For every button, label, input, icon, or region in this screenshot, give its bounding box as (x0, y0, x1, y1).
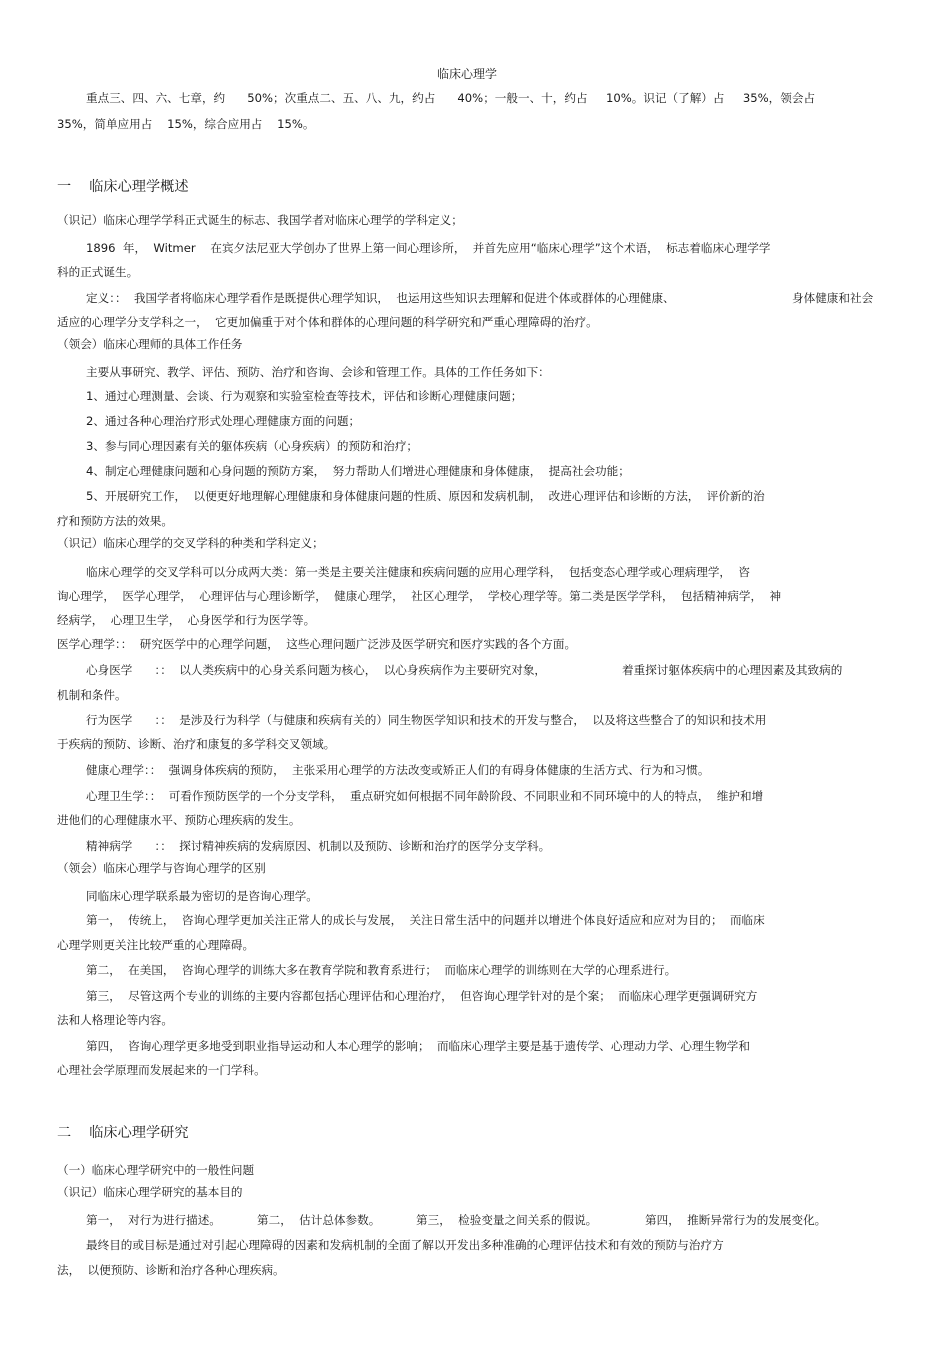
s1-line-30: 第一， 传统上， 咨询心理学更加关注正常人的成长与发展， 关注日常生活中的问题并以增进个体良好适应和应对为目的； 而临床 (86, 913, 765, 927)
s1-line-31: 心理学则更关注比较严重的心理障碍。 (57, 938, 255, 952)
s1-line-18: 医学心理学：： 研究医学中的心理学问题， 这些心理问题广泛涉及医学研究和医疗实践的各个方面。 (57, 637, 577, 651)
s2-line-1: （识记）临床心理学研究的基本目的 (57, 1185, 243, 1199)
s1-line-14: （识记）临床心理学的交叉学科的种类和学科定义； (57, 536, 324, 550)
s1-line-2: 科的正式诞生。 (57, 265, 139, 279)
s1-line-3: 定义：： 我国学者将临床心理学看作是既提供心理学知识， 也运用这些知识去理解和促进个体或群体的心理健康、 (86, 291, 675, 305)
document-title: 临床心理学 (437, 67, 498, 81)
s1-line-15: 临床心理学的交叉学科可以分成两大类：第一类是主要关注健康和疾病问题的应用心理学科， 包括变态心理学或心理病理学， 咨 (86, 565, 750, 579)
s2-line-6: 最终目的或目标是通过对引起心理障碍的因素和发病机制的全面了解以开发出多种准确的心理评估技术和有效的预防与治疗方 (86, 1238, 724, 1252)
s1-line-27: 精神病学 ：： 探讨精神疾病的发病原因、机制以及预防、诊断和治疗的医学分支学科。 (86, 839, 551, 853)
s1-line-7: 主要从事研究、教学、评估、预防、治疗和咨询、会诊和管理工作。具体的工作任务如下： (86, 365, 550, 379)
s1-line-26: 进他们的心理健康水平、预防心理疾病的发生。 (57, 813, 301, 827)
s2-line-5: 第四， 推断异常行为的发展变化。 (645, 1213, 827, 1227)
s1-line-5: 适应的心理学分支学科之一， 它更加偏重于对个体和群体的心理问题的科学研究和严重心理障碍的治疗。 (57, 315, 598, 329)
s1-line-28: （领会）临床心理学与咨询心理学的区别 (57, 861, 266, 875)
s2-line-0: （一）临床心理学研究中的一般性问题 (57, 1163, 255, 1177)
section-1-heading: 一 临床心理学概述 (57, 179, 189, 195)
s1-line-1: 1896 年， Witmer 在宾夕法尼亚大学创办了世界上第一间心理诊所， 并首先应用“临床心理学”这个术语， 标志着临床心理学学 (86, 241, 771, 255)
s1-line-12: 5、开展研究工作， 以便更好地理解心理健康和身体健康问题的性质、原因和发病机制， 改进心理评估和诊断的方法， 评价新的治 (86, 489, 765, 503)
s1-line-25: 心理卫生学：： 可看作预防医学的一个分支学科， 重点研究如何根据不同年龄阶段、不同职业和不同环境中的人的特点， 维护和增 (86, 789, 764, 803)
s1-line-16: 询心理学， 医学心理学， 心理评估与心理诊断学， 健康心理学， 社区心理学， 学校心理学等。第二类是医学学科， 包括精神病学， 神 (57, 589, 782, 603)
s2-line-3: 第二， 估计总体参数。 (257, 1213, 381, 1227)
s1-line-34: 法和人格理论等内容。 (57, 1013, 173, 1027)
s1-line-20: 着重探讨躯体疾病中的心理因素及其致病的 (622, 663, 843, 677)
s1-line-23: 于疾病的预防、诊断、治疗和康复的多学科交叉领域。 (57, 737, 336, 751)
section-2-heading: 二 临床心理学研究 (57, 1125, 189, 1141)
s1-line-29: 同临床心理学联系最为密切的是咨询心理学。 (86, 889, 318, 903)
s1-line-22: 行为医学 ：： 是涉及行为科学（与健康和疾病有关的）同生物医学知识和技术的开发与整合， 以及将这些整合了的知识和技术用 (86, 713, 767, 727)
s2-line-2: 第一， 对行为进行描述。 (86, 1213, 221, 1227)
s1-line-21: 机制和条件。 (57, 688, 127, 702)
s1-line-8: 1、通过心理测量、会谈、行为观察和实验室检查等技术，评估和诊断心理健康问题； (86, 389, 523, 403)
s1-line-13: 疗和预防方法的效果。 (57, 514, 173, 528)
s1-line-33: 第三， 尽管这两个专业的训练的主要内容都包括心理评估和心理治疗， 但咨询心理学针对的是个案； 而临床心理学更强调研究方 (86, 989, 758, 1003)
s1-line-35: 第四， 咨询心理学更多地受到职业指导运动和人本心理学的影响； 而临床心理学主要是基于遗传学、心理动力学、心理生物学和 (86, 1039, 750, 1053)
s1-line-11: 4、制定心理健康问题和心身问题的预防方案， 努力帮助人们增进心理健康和身体健康， 提高社会功能； (86, 464, 630, 478)
s1-line-9: 2、通过各种心理治疗形式处理心理健康方面的问题； (86, 414, 361, 428)
s1-line-32: 第二， 在美国， 咨询心理学的训练大多在教育学院和教育系进行； 而临床心理学的训练则在大学的心理系进行。 (86, 963, 677, 977)
s1-line-36: 心理社会学原理而发展起来的一门学科。 (57, 1063, 266, 1077)
s1-line-4: 身体健康和社会 (792, 291, 874, 305)
intro-line-2: 35%，简单应用占 15%，综合应用占 15%。 (57, 117, 315, 131)
s1-line-17: 经病学， 心理卫生学， 心身医学和行为医学等。 (57, 613, 316, 627)
s1-line-0: （识记）临床心理学学科正式诞生的标志、我国学者对临床心理学的学科定义； (57, 213, 463, 227)
intro-line-1: 重点三、四、六、七章，约 50%；次重点二、五、八、九，约占 40%；一般一、十，约占 10%。识记（了解）占 35%，领会占 (86, 91, 816, 105)
s1-line-24: 健康心理学：： 强调身体疾病的预防， 主张采用心理学的方法改变或矫正人们的有碍身体健康的生活方式、行为和习惯。 (86, 763, 710, 777)
s2-line-4: 第三， 检验变量之间关系的假说。 (416, 1213, 598, 1227)
s1-line-6: （领会）临床心理师的具体工作任务 (57, 337, 243, 351)
s1-line-10: 3、参与同心理因素有关的躯体疾病（心身疾病）的预防和治疗； (86, 439, 419, 453)
s2-line-7: 法， 以便预防、诊断和治疗各种心理疾病。 (57, 1263, 285, 1277)
s1-line-19: 心身医学 ：： 以人类疾病中的心身关系问题为核心， 以心身疾病作为主要研究对象， (86, 663, 547, 677)
